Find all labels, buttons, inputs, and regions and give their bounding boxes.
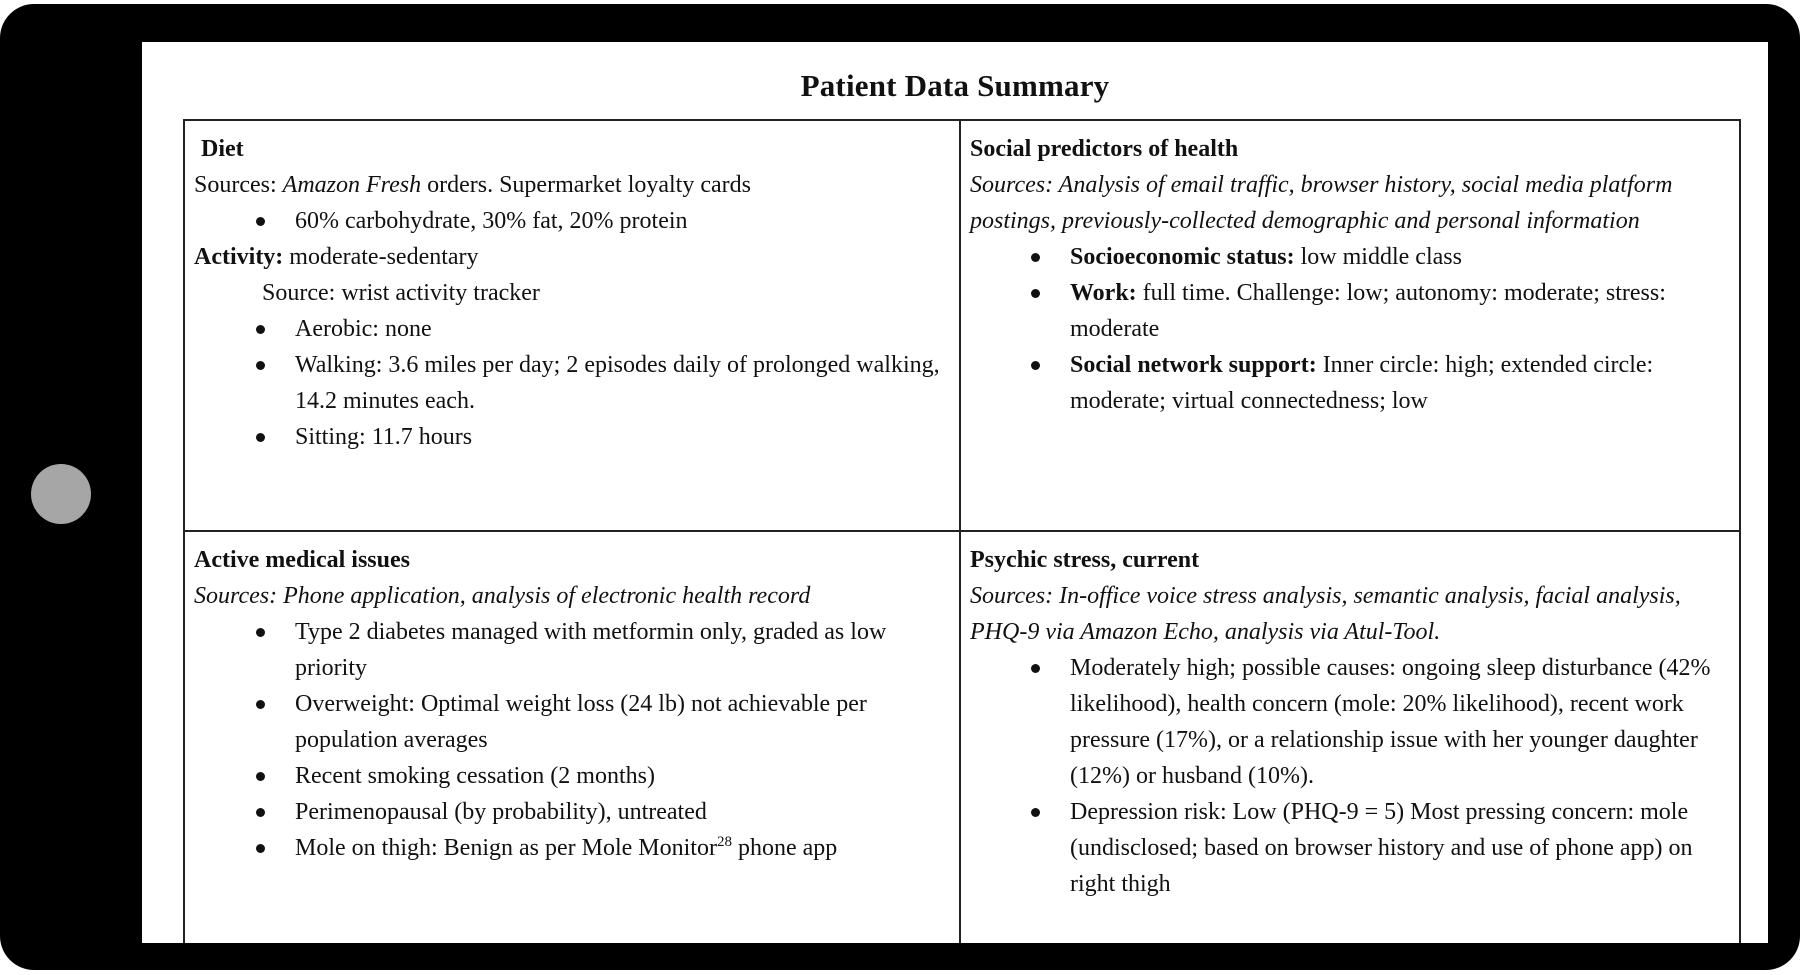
list-item: Type 2 diabetes managed with metformin only, graded as low priority bbox=[194, 614, 949, 686]
social-cell bbox=[961, 121, 1739, 532]
diet-sources bbox=[194, 167, 949, 203]
item-label: Socioeconomic status: bbox=[1070, 244, 1295, 270]
stress-cell bbox=[961, 532, 1739, 943]
item-label: Social network support: bbox=[1070, 352, 1317, 378]
medical-sources: Sources: Phone application, analysis of electronic health record bbox=[194, 583, 811, 609]
activity-label: Activity: bbox=[194, 244, 284, 270]
list-item: Sitting: 11.7 hours bbox=[194, 419, 949, 455]
diet-sources-rest: orders. Supermarket loyalty cards bbox=[421, 172, 751, 198]
stress-bullet-list bbox=[970, 650, 1729, 902]
footnote-ref: 28 bbox=[716, 834, 732, 850]
tablet-frame bbox=[0, 4, 1800, 970]
mole-text-after: phone app bbox=[731, 835, 838, 861]
diet-sources-italic: Amazon Fresh bbox=[282, 172, 422, 198]
medical-cell bbox=[185, 532, 961, 943]
item-text: Inner circle: high; extended circle: moderate; virtual connectedness; low bbox=[1070, 352, 1654, 414]
summary-table bbox=[183, 119, 1741, 943]
list-item: 60% carbohydrate, 30% fat, 20% protein bbox=[194, 203, 949, 239]
activity-value: moderate-sedentary bbox=[283, 244, 479, 270]
page-title: Patient Data Summary bbox=[800, 68, 1110, 103]
social-heading: Social predictors of health bbox=[970, 136, 1239, 162]
screen bbox=[142, 42, 1768, 943]
social-bullet-list bbox=[970, 239, 1729, 419]
diet-heading: Diet bbox=[201, 136, 244, 162]
list-item: Recent smoking cessation (2 months) bbox=[194, 758, 949, 794]
item-label: Work: bbox=[1070, 280, 1137, 306]
item-text: full time. Challenge: low; autonomy: moderate; stress: moderate bbox=[1070, 280, 1666, 342]
stress-heading: Psychic stress, current bbox=[970, 547, 1200, 573]
diet-sources-label: Sources: bbox=[194, 172, 283, 198]
home-button-icon[interactable] bbox=[31, 464, 91, 524]
list-item: Overweight: Optimal weight loss (24 lb) not achievable per population averages bbox=[194, 686, 949, 758]
list-item bbox=[970, 239, 1729, 275]
social-sources: Sources: Analysis of email traffic, browser history, social media platform postings, previously-collected demographic and personal information bbox=[970, 172, 1673, 234]
diet-cell bbox=[185, 121, 961, 532]
list-item: Perimenopausal (by probability), untreated bbox=[194, 794, 949, 830]
list-item: Walking: 3.6 miles per day; 2 episodes daily of prolonged walking, 14.2 minutes each. bbox=[194, 347, 949, 419]
medical-heading: Active medical issues bbox=[194, 547, 410, 573]
list-item bbox=[970, 275, 1729, 347]
stress-sources: Sources: In-office voice stress analysis, semantic analysis, facial analysis, PHQ-9 via Amazon Echo, analysis via Atul-Tool. bbox=[970, 583, 1681, 645]
list-item: Aerobic: none bbox=[194, 311, 949, 347]
medical-bullet-list bbox=[194, 614, 949, 866]
activity-bullet-list bbox=[194, 311, 949, 455]
activity-line bbox=[194, 239, 949, 275]
list-item bbox=[970, 347, 1729, 419]
mole-text: Mole on thigh: Benign as per Mole Monitor bbox=[295, 835, 717, 861]
item-text: low middle class bbox=[1294, 244, 1462, 270]
list-item bbox=[194, 830, 949, 866]
list-item: Depression risk: Low (PHQ-9 = 5) Most pressing concern: mole (undisclosed; based on browser history and use of phone app) on right thigh bbox=[970, 794, 1729, 902]
list-item: Moderately high; possible causes: ongoing sleep disturbance (42% likelihood), health concern (mole: 20% likelihood), recent work pressure (17%), or a relationship issue with her younger daughter (12%) or husband (10%). bbox=[970, 650, 1729, 794]
diet-bullet-list bbox=[194, 203, 949, 239]
activity-source: Source: wrist activity tracker bbox=[262, 280, 540, 306]
